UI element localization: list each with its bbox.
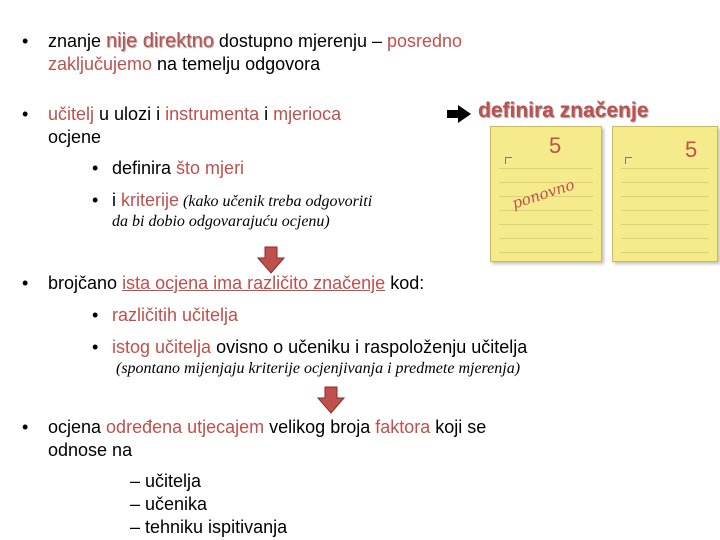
sub-bullet-2-1 xyxy=(112,157,244,179)
highlight-text: posredno xyxy=(387,31,463,51)
sub-bullet-marker: • xyxy=(92,305,99,325)
sticky-note-1 xyxy=(490,126,602,262)
factor-student: – učenika xyxy=(130,494,208,514)
text: znanje xyxy=(48,31,107,51)
text: u ulozi i xyxy=(94,104,166,124)
bullet-1-line-1 xyxy=(48,30,462,52)
highlight-text: istog učitelja xyxy=(112,337,212,357)
text: dostupno mjerenju – xyxy=(213,31,387,51)
bullet-1-line-2 xyxy=(48,53,320,75)
highlight-text: kriterije xyxy=(121,190,180,210)
sub-bullet-2-2-cont: da bi dobio odgovarajuću ocjenu) xyxy=(112,213,330,230)
sub-bullet-3-1: različitih učitelja xyxy=(112,305,239,325)
note-corner-mark xyxy=(625,157,632,164)
highlight-text: određena utjecajem xyxy=(106,417,265,437)
highlight-text: ista ocjena ima različito značenje xyxy=(122,273,386,293)
bullet-2-line-1 xyxy=(48,103,341,125)
highlight-text: učitelj xyxy=(48,104,95,124)
bullet-2-marker: • xyxy=(22,104,29,124)
text: i xyxy=(259,104,274,124)
bullet-2-line-2: ocjene xyxy=(48,127,102,147)
highlight-text: zaključujemo xyxy=(48,54,153,74)
italic-note: (kako učenik treba odgovoriti xyxy=(179,193,373,210)
highlight-text: faktora xyxy=(375,417,431,437)
highlight-text: što mjeri xyxy=(176,158,245,178)
sub-bullet-3-2 xyxy=(112,336,527,358)
highlight-text: instrumenta xyxy=(165,104,260,124)
bullet-3-marker: • xyxy=(22,273,29,293)
text: i xyxy=(112,190,121,210)
text: ocjena xyxy=(48,417,107,437)
text: brojčano xyxy=(48,273,123,293)
highlight-text: nije direktno xyxy=(106,30,214,52)
sticky-note-2 xyxy=(612,126,718,262)
grade-label: 5 xyxy=(549,133,562,158)
text: na temelju odgovora xyxy=(152,54,321,74)
arrow-down-icon xyxy=(316,386,346,414)
arrow-right-icon xyxy=(446,104,472,124)
bullet-1-marker: • xyxy=(22,31,29,51)
arrow-down-icon xyxy=(256,246,286,274)
note-corner-mark xyxy=(505,157,512,164)
defines-meaning-text: definira značenje xyxy=(478,99,649,122)
text: kod: xyxy=(385,273,425,293)
text: koji se xyxy=(430,417,487,437)
sub-bullet-marker: • xyxy=(92,190,99,210)
text: ovisno o učeniku i raspoloženju učitelja xyxy=(211,337,528,357)
bullet-3-line-1 xyxy=(48,272,424,294)
bullet-4-line-1 xyxy=(48,416,486,438)
handwritten-stamp: ponovno xyxy=(509,175,577,213)
note-lines xyxy=(621,155,709,253)
text: velikog broja xyxy=(264,417,376,437)
factor-teacher: – učitelja xyxy=(130,471,202,491)
grade-label: 5 xyxy=(685,137,698,162)
bullet-4-marker: • xyxy=(22,417,29,437)
sub-bullet-3-2-cont: (spontano mijenjaju kriterije ocjenjivanja i predmete mjerenja) xyxy=(116,360,521,377)
sub-bullet-2-2 xyxy=(112,189,372,213)
highlight-text: mjerioca xyxy=(273,104,342,124)
sub-bullet-marker: • xyxy=(92,158,99,178)
factor-testing-technique: – tehniku ispitivanja xyxy=(130,517,288,537)
text: definira xyxy=(112,158,177,178)
bullet-4-line-2: odnose na xyxy=(48,440,133,460)
sub-bullet-marker: • xyxy=(92,337,99,357)
